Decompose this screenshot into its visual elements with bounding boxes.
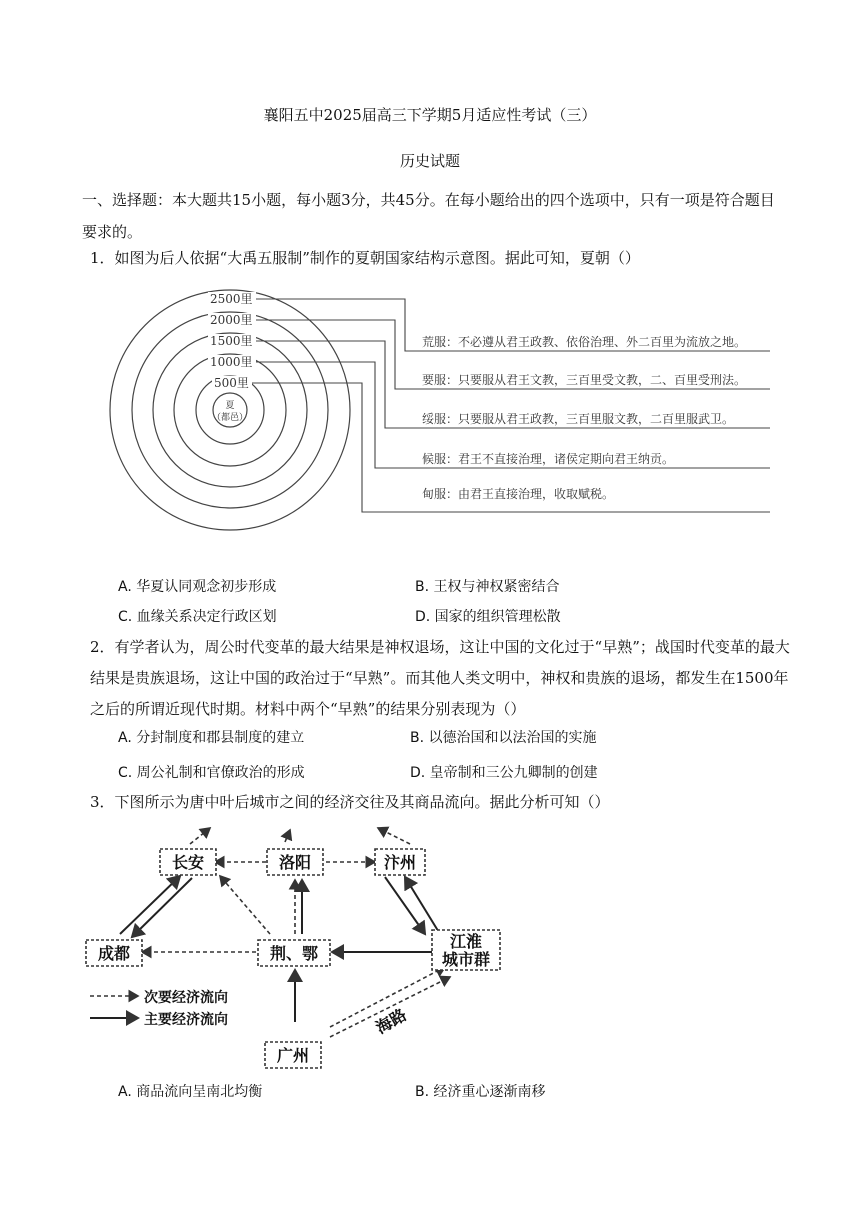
sea-route-label: 海路 [372, 1005, 410, 1038]
q3-option-a: A. 商品流向呈南北均衡 [118, 1084, 263, 1100]
zone-note-huang: 荒服：不必遵从君王政教、依俗治理、外二百里为流放之地。 [422, 335, 747, 349]
city-jianghuai: 江淮 [449, 932, 483, 951]
five-zones-diagram [100, 280, 780, 550]
tang-trade-diagram [80, 822, 510, 1072]
ring-label-2500: 2500里 [210, 292, 253, 306]
city-luoyang: 洛阳 [278, 853, 312, 872]
ring-label-1000: 1000里 [210, 355, 253, 369]
center-label: 夏 [225, 401, 235, 411]
zone-note-sui: 绥服：只要服从君王政教，三百里服文教，二百里服武卫。 [422, 412, 735, 426]
city-jinge: 荆、鄂 [269, 944, 319, 963]
q2-option-d: D. 皇帝制和三公九卿制的创建 [410, 765, 598, 781]
q1-option-a: A. 华夏认同观念初步形成 [118, 579, 277, 595]
q1-option-d: D. 国家的组织管理松散 [415, 609, 561, 625]
zone-note-dian: 甸服：由君王直接治理，收取赋税。 [422, 487, 615, 501]
city-changan: 长安 [171, 853, 205, 872]
legend-secondary: 次要经济流向 [144, 990, 228, 1006]
zone-note-hou: 候服：君王不直接治理，诸侯定期向君王纳贡。 [422, 452, 675, 466]
ring-label-500: 500里 [214, 376, 249, 390]
section-instructions: 一、选择题：本大题共15小题，每小题3分，共45分。在每小题给出的四个选项中，只有一项是符合题目要求的。 [82, 191, 775, 241]
ring-label-1500: 1500里 [210, 334, 253, 348]
city-chengdu: 成都 [97, 944, 131, 963]
q1-option-b: B. 王权与神权紧密结合 [415, 579, 560, 595]
city-bianzhou: 汴州 [383, 853, 417, 872]
question-3-stem: 3．下图所示为唐中叶后城市之间的经济交往及其商品流向。据此分析可知（） [90, 793, 610, 811]
exam-subtitle: 历史试题 [399, 152, 460, 170]
city-jianghuai-cluster: 城市群 [441, 950, 491, 969]
q2-option-c: C. 周公礼制和官僚政治的形成 [118, 765, 305, 781]
exam-title: 襄阳五中2025届高三下学期5月适应性考试（三） [263, 106, 597, 124]
ring-label-2000: 2000里 [210, 313, 253, 327]
q3-option-b: B. 经济重心逐渐南移 [415, 1084, 546, 1100]
center-sublabel: （都邑） [211, 413, 249, 423]
legend-primary: 主要经济流向 [144, 1012, 228, 1028]
question-1-stem: 1．如图为后人依据“大禹五服制”制作的夏朝国家结构示意图。据此可知，夏朝（） [90, 249, 640, 267]
city-guangzhou: 广州 [276, 1046, 310, 1065]
q1-option-c: C. 血缘关系决定行政区划 [118, 609, 277, 625]
zone-note-yao: 要服：只要服从君王文教，三百里受文教，二、百里受刑法。 [422, 373, 747, 387]
q2-option-a: A. 分封制度和郡县制度的建立 [118, 730, 305, 746]
question-2-stem: 2．有学者认为，周公时代变革的最大结果是神权退场，这让中国的文化过于“早熟”；战国时代变革的最大结果是贵族退场，这让中国的政治过于“早熟”。而其他人类文明中，神权和贵族的退场，都发生在1500年之后的所谓近现代时期。材料中两个“早熟”的结果分别表现为（） [90, 638, 790, 718]
q2-option-b: B. 以德治国和以法治国的实施 [410, 730, 597, 746]
